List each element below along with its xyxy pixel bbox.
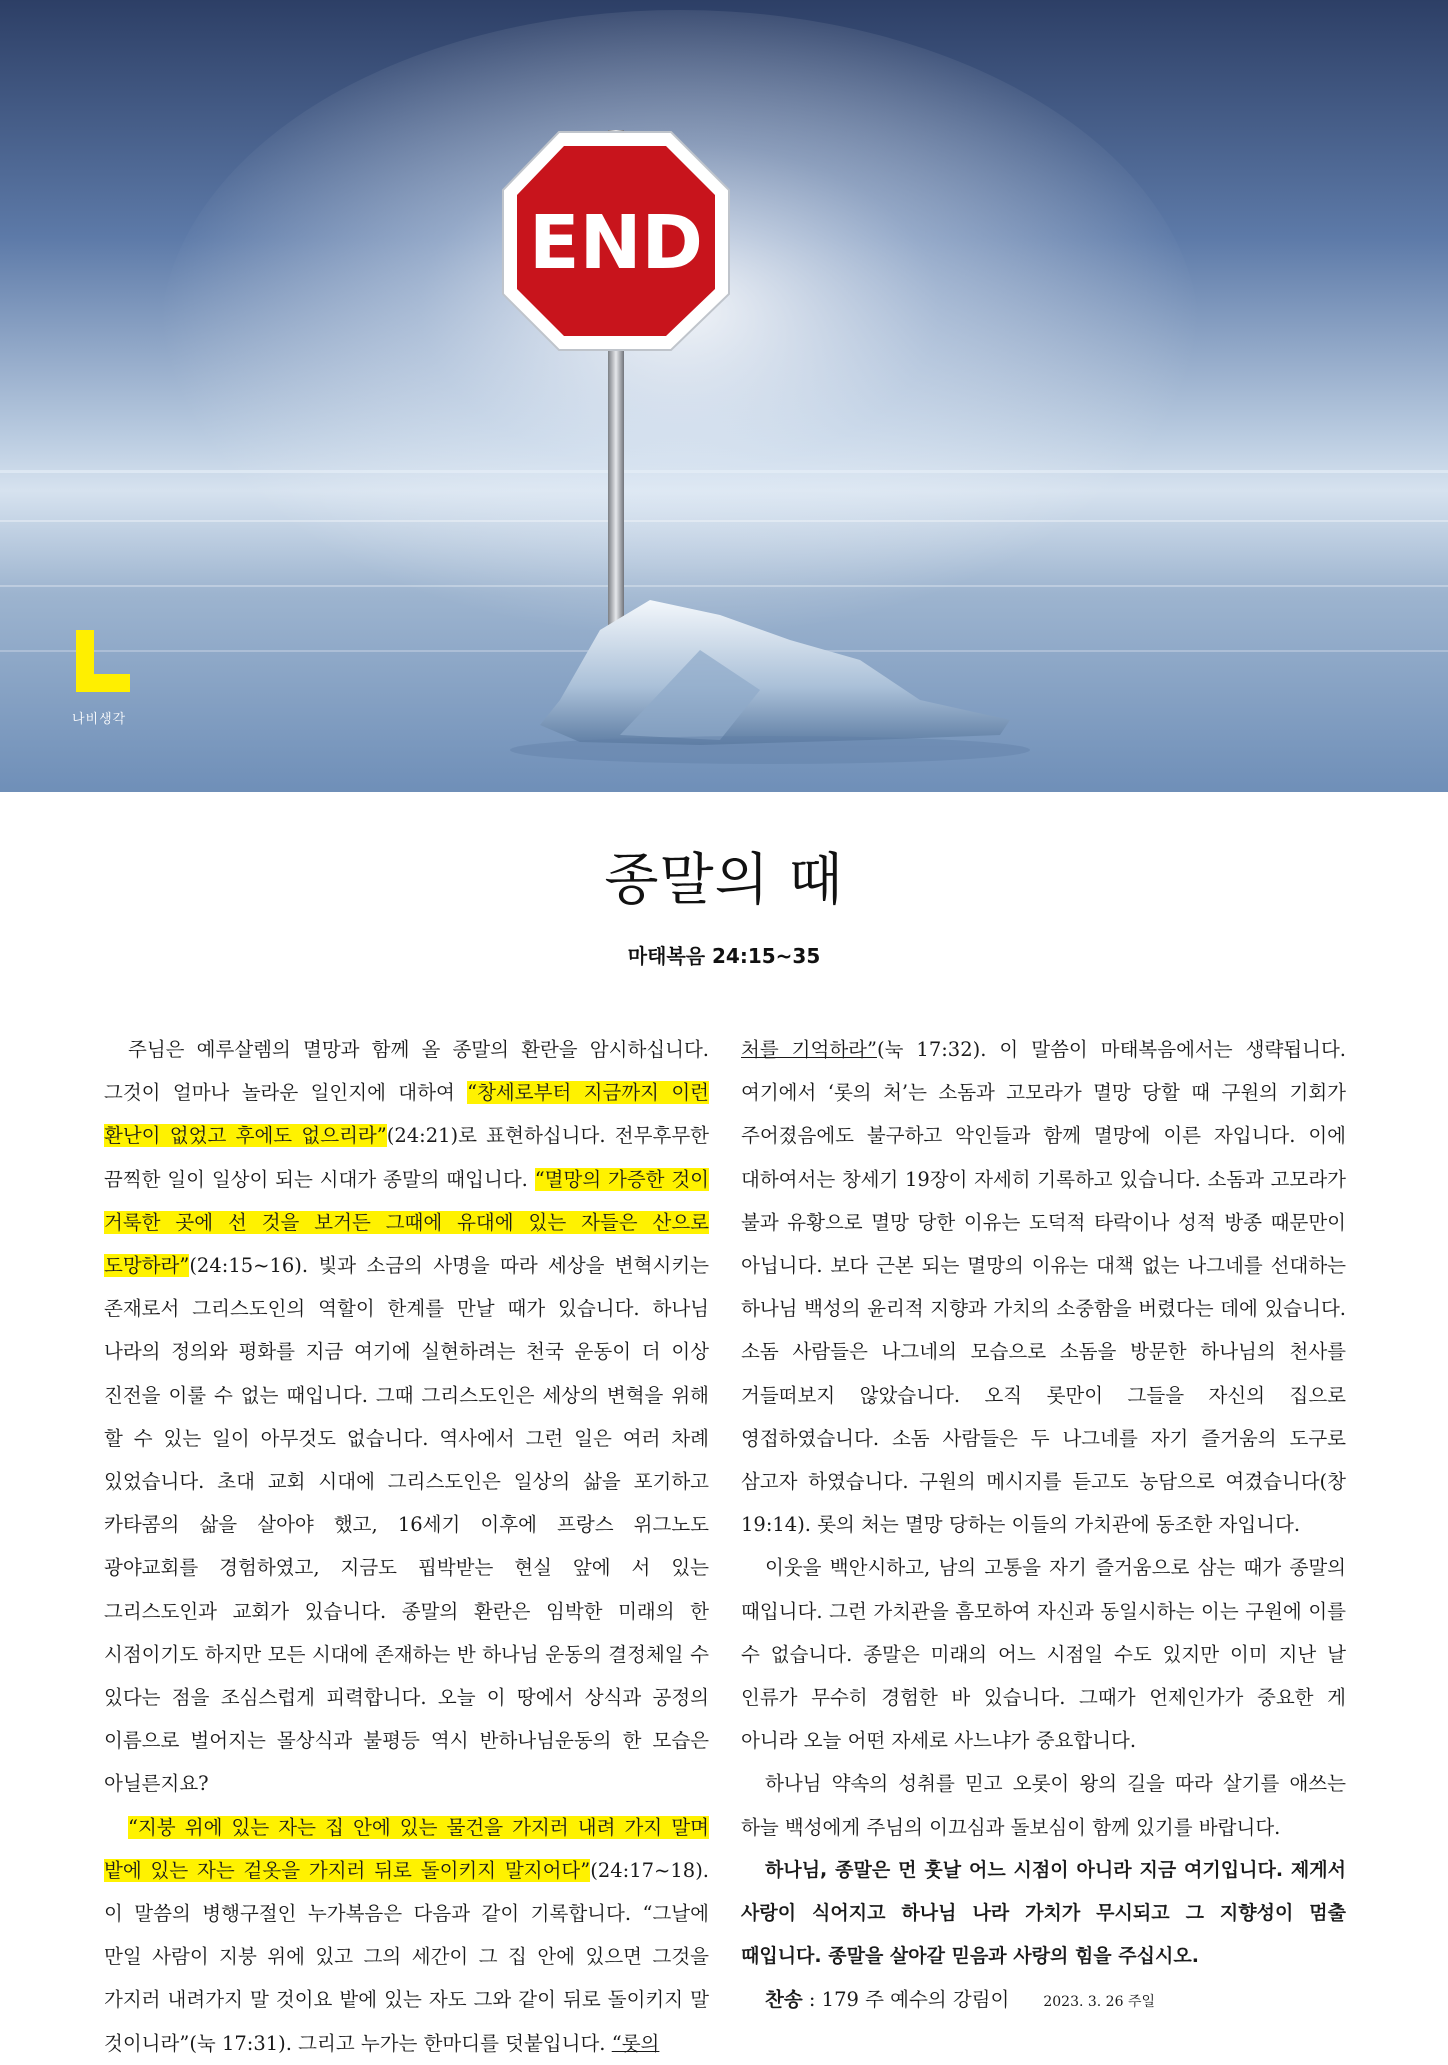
logo-label: 나비생각 <box>72 712 127 727</box>
left-column <box>104 1028 709 2065</box>
hero-image <box>0 0 1448 792</box>
paragraph: 이웃을 백안시하고, 남의 고통을 자기 즐거움으로 삼는 때가 종말의 때입니다. 그런 가치관을 흠모하여 자신과 동일시하는 이는 구원에 이를 수 없습니다. 종말은 미래의 어느 시점일 수도 있지만 이미 지난 날 인류가 무수히 경험한 바 있습니다. 그때가 언제인가가 중요한 게 아니라 오늘 어떤 자세로 사느냐가 중요합니다. <box>741 1556 1346 1753</box>
paragraph: “지붕 위에 있는 자는 집 안에 있는 물건을 가지러 내려 가지 말며 밭에 있는 자는 겉옷을 가지러 뒤로 돌이키지 말지어다”(24:17~18). 이 말씀의 병행구절인 누가복음은 다음과 같이 기록합니다. “그날에 만일 사람이 지붕 위에 있고 그의 세간이 그 집 안에 있으면 그것을 가지러 내려가지 말 것이요 밭에 있는 자도 그와 같이 뒤로 돌이키지 말 것이니라”(눅 17:31). 그리고 누가는 한마디를 덧붙입니다. “롯의 <box>104 1815 709 2055</box>
highlight: “멸망의 가증한 것이 거룩한 곳에 선 것을 보거든 그때에 유대에 있는 자들은 산으로 도망하라” <box>104 1167 709 1278</box>
paragraph: 처를 기억하라”(눅 17:32). 이 말씀이 마태복음에서는 생략됩니다. 여기에서 ‘롯의 처’는 소돔과 고모라가 멸망 당할 때 구원의 기회가 주어졌음에도 불구하고 악인들과 함께 멸망에 이른 자입니다. 이에 대하여서는 창세기 19장이 자세히 기록하고 있습니다. 소돔과 고모라가 불과 유황으로 멸망 당한 이유는 도덕적 타락이나 성적 방종 때문만이 아닙니다. 보다 근본 되는 멸망의 이유는 대책 없는 나그네를 선대하는 하나님 백성의 윤리적 지향과 가치의 소중함을 버렸다는 데에 있습니다. 소돔 사람들은 나그네의 모습으로 소돔을 방문한 하나님의 천사를 거들떠보지 않았습니다. 오직 롯만이 그들을 자신의 집으로 영접하였습니다. 소돔 사람들은 두 나그네를 자기 즐거움의 도구로 삼고자 하였습니다. 구원의 메시지를 듣고도 농담으로 여겼습니다(창 19:14). 롯의 처는 멸망 당하는 이들의 가치관에 동조한 자입니다. <box>741 1038 1346 1537</box>
page-title: 종말의 때 <box>604 848 844 913</box>
highlight: “창세로부터 지금까지 이런 환난이 없었고 후에도 없으리라” <box>104 1081 709 1148</box>
hymn-text: 179 주 예수의 강림이 <box>821 1988 1010 2012</box>
hymn-line: 찬송 : 179 주 예수의 강림이 2023. 3. 26 주일 <box>765 1988 1155 2012</box>
hymn-label: 찬송 <box>765 1988 803 2012</box>
logo-mark <box>76 630 130 692</box>
date: 2023. 3. 26 주일 <box>1043 1994 1155 2011</box>
underlined-text: “롯의 <box>611 2031 660 2055</box>
underlined-text: 처를 기억하라” <box>741 1038 877 1061</box>
right-column <box>741 1028 1346 2025</box>
paragraph: 하나님 약속의 성취를 믿고 오롯이 왕의 길을 따라 살기를 애쓰는 하늘 백성에게 주님의 이끄심과 돌보심이 함께 있기를 바랍니다. <box>741 1772 1346 1839</box>
scripture-reference: 마태복음 24:15~35 <box>627 944 821 968</box>
hero-illustration <box>0 0 1448 792</box>
sign-text: END <box>529 200 703 286</box>
paragraph: 주님은 예루살렘의 멸망과 함께 올 종말의 환란을 암시하십니다. 그것이 얼마나 놀라운 일인지에 대하여 “창세로부터 지금까지 이런 환난이 없었고 후에도 없으리라”(24:21)로 표현하십니다. 전무후무한 끔찍한 일이 일상이 되는 시대가 종말의 때입니다. “멸망의 가증한 것이 거룩한 곳에 선 것을 보거든 그때에 유대에 있는 자들은 산으로 도망하라”(24:15~16). 빛과 소금의 사명을 따라 세상을 변혁시키는 존재로서 그리스도인의 역할이 한계를 만날 때가 있습니다. 하나님 나라의 정의와 평화를 지금 여기에 실현하려는 천국 운동이 더 이상 진전을 이룰 수 없는 때입니다. 그때 그리스도인은 세상의 변혁을 위해 할 수 있는 일이 아무것도 없습니다. 역사에서 그런 일은 여러 차례 있었습니다. 초대 교회 시대에 그리스도인은 일상의 삶을 포기하고 카타콤의 삶을 살아야 했고, 16세기 이후에 프랑스 위그노도 광야교회를 경험하였고, 지금도 핍박받는 현실 앞에 서 있는 그리스도인과 교회가 있습니다. 종말의 환란은 임박한 미래의 한 시점이기도 하지만 모든 시대에 존재하는 반 하나님 운동의 결정체일 수 있다는 점을 조심스럽게 피력합니다. 오늘 이 땅에서 상식과 공정의 이름으로 벌어지는 몰상식과 불평등 역시 반하나님운동의 한 모습은 아닐른지요? <box>104 1038 709 1796</box>
prayer: 하나님, 종말은 먼 훗날 어느 시점이 아니라 지금 여기입니다. 제게서 사랑이 식어지고 하나님 나라 가치가 무시되고 그 지향성이 멈출 때입니다. 종말을 살아갈 믿음과 사랑의 힘을 주십시오. <box>741 1858 1346 1968</box>
highlight: “지붕 위에 있는 자는 집 안에 있는 물건을 가지러 내려 가지 말며 밭에 있는 자는 겉옷을 가지러 뒤로 돌이키지 말지어다” <box>104 1815 709 1882</box>
